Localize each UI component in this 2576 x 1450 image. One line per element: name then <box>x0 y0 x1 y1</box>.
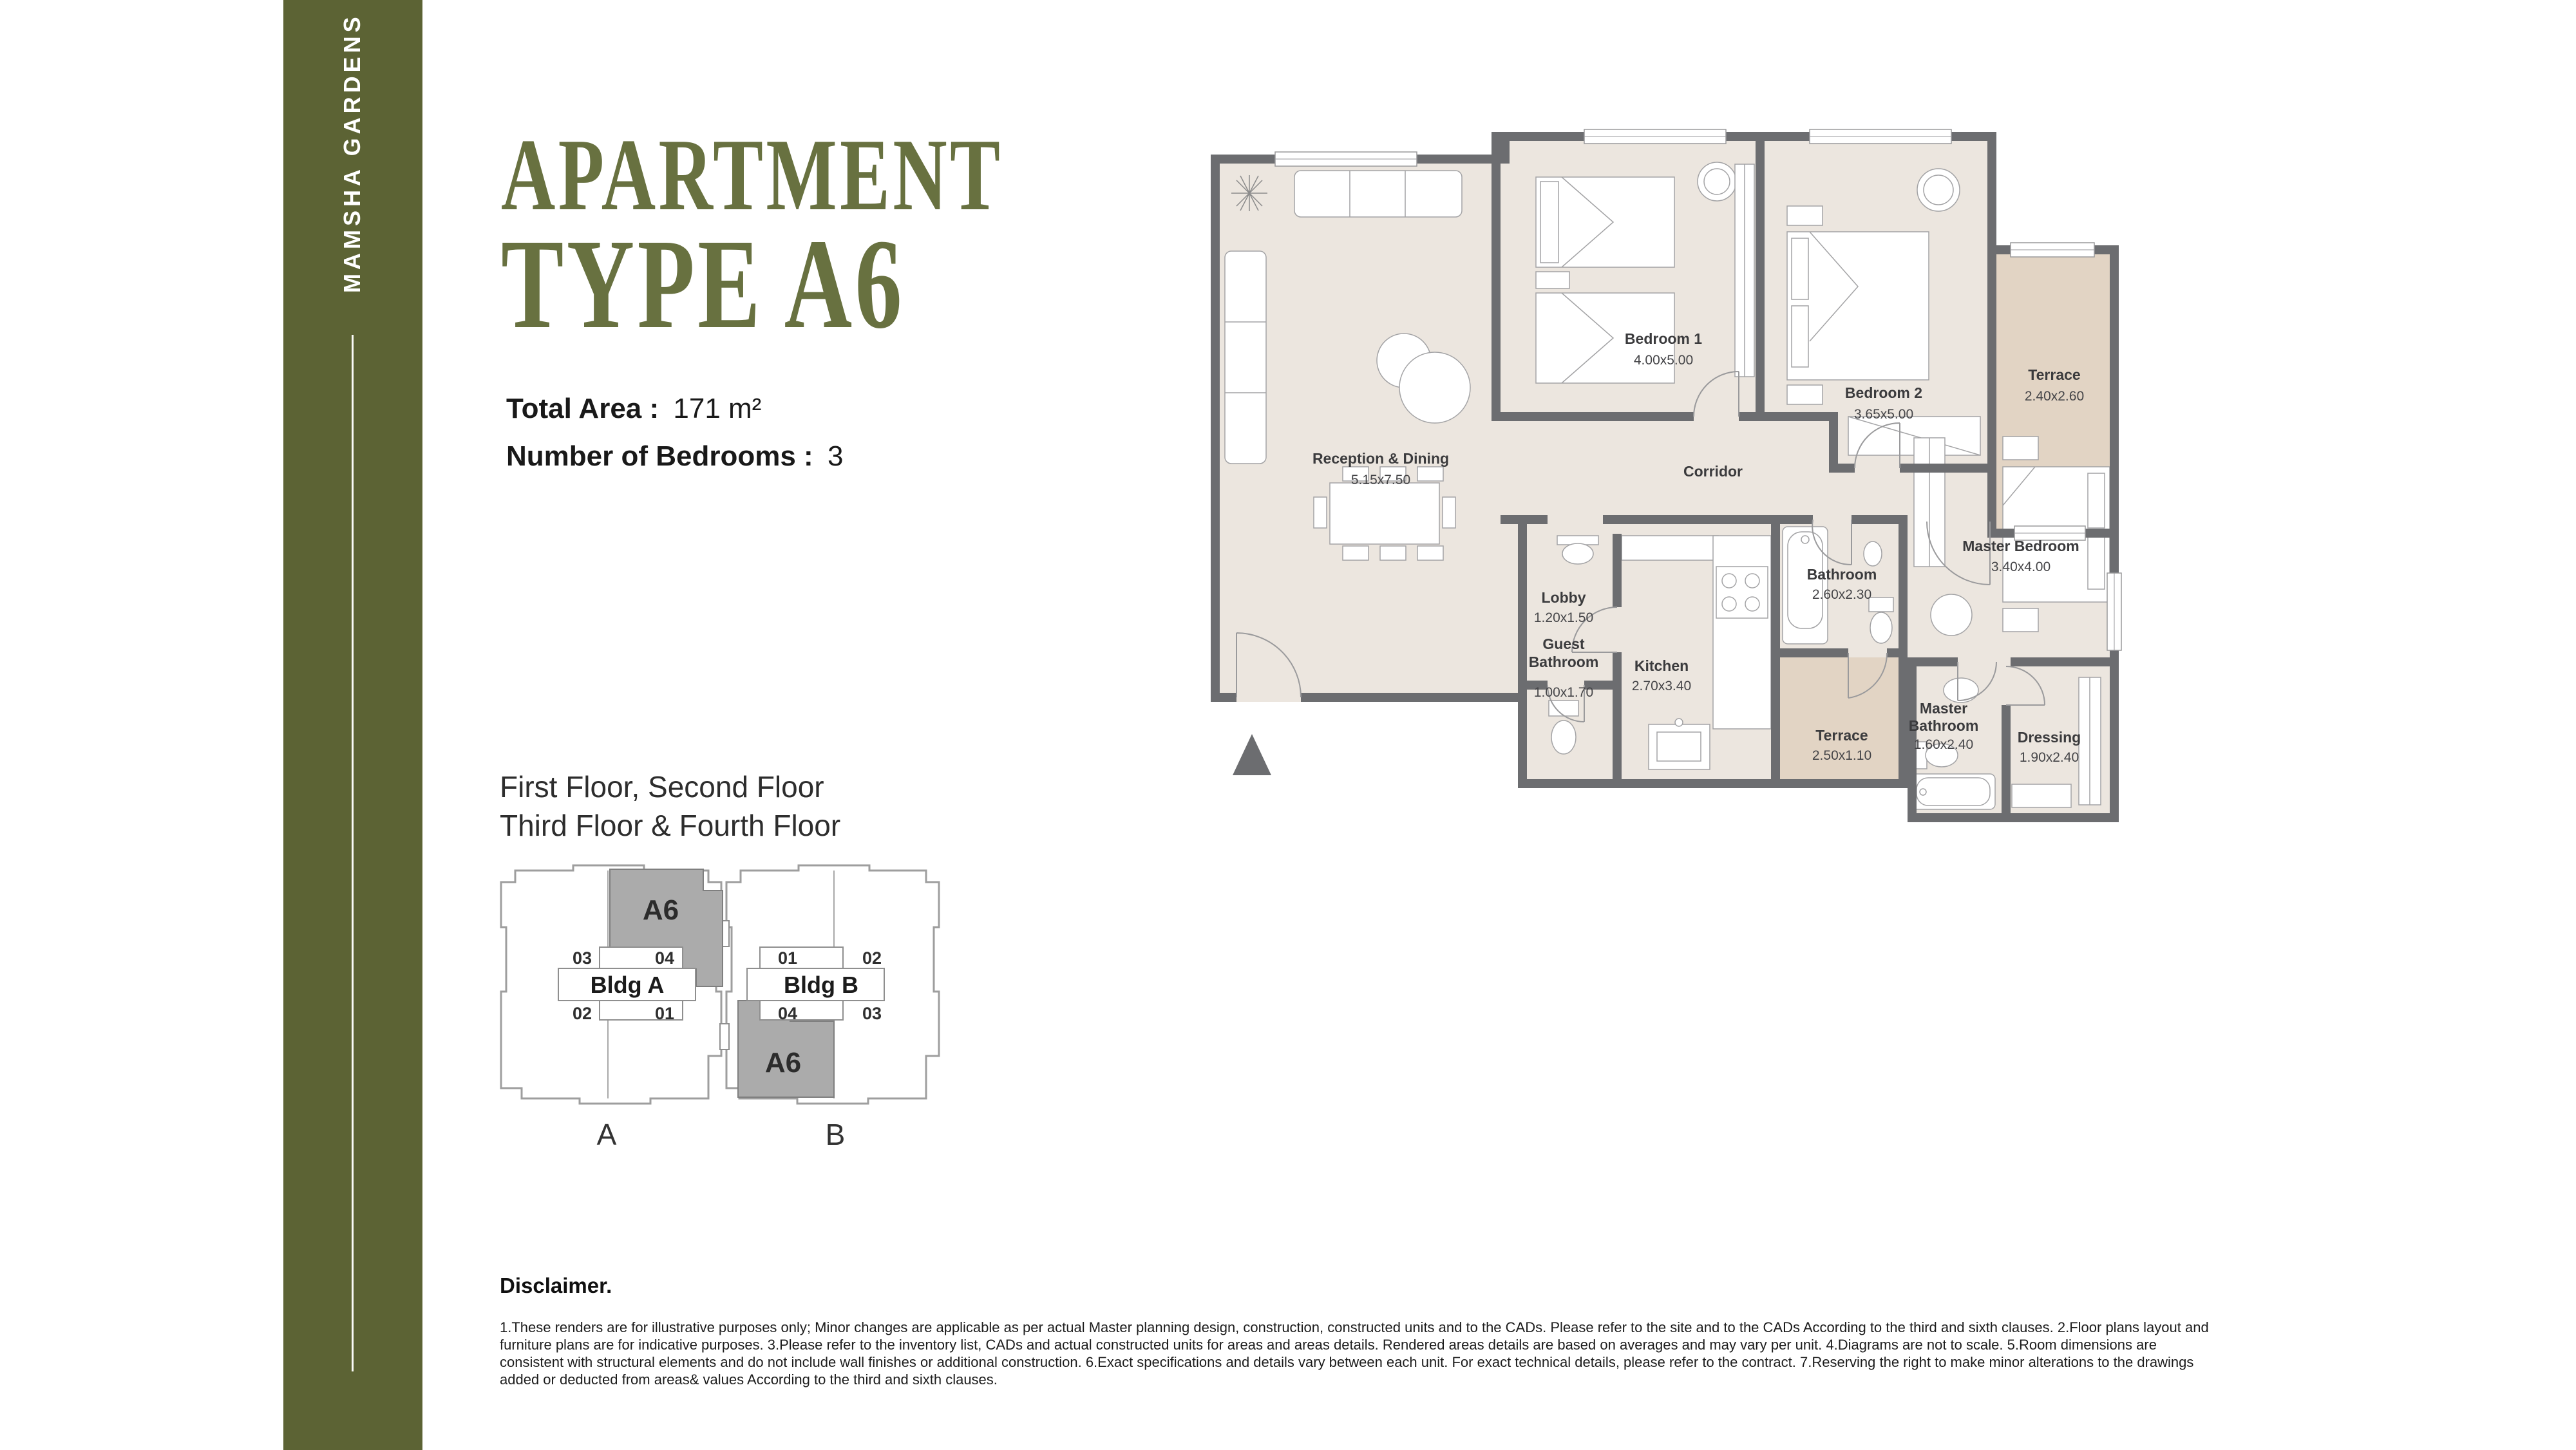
corridor-label: Corridor <box>1683 463 1743 480</box>
terrace-lower-label: Terrace <box>1815 727 1868 744</box>
kitchen-label: Kitchen <box>1634 657 1689 674</box>
guest-bathroom-label-2: Bathroom <box>1528 654 1599 670</box>
disclaimer-body: 1.These renders are for illustrative purposes only; Minor changes are applicable as per actual Master planning design, construction, constructed units and to the CADs. Please refer to the site and to the CADs According to the third and sixth clauses. 2.Floor plans layout and furniture plans are for indicative purposes. 3.Please refer to the inventory list, CADs and actual constructed units for areas and areas details. Rendered areas details are based on averages and may vary per unit. 4.Diagrams are not to scale. 5.Room dimensions are consistent with structural elements and do not include wall finishes or additional construction. 6.Exact specifications and details vary between each unit. For exact technical details, please refer to the contract. 7.Reserving the right to make minor alterations to the drawings added or deducted from areas& values According to the third and sixth clauses. <box>500 1319 2209 1388</box>
sidebar <box>283 0 422 1450</box>
guest-bathroom-dims: 1.00x1.70 <box>1533 685 1594 700</box>
total-area-row <box>506 393 843 425</box>
floors-line-1: First Floor, Second Floor <box>500 770 824 804</box>
entry-arrow <box>1233 734 1271 775</box>
bldg-b-unit-02: 02 <box>862 948 882 968</box>
sidebar-divider-line <box>352 335 354 1371</box>
bedroom1-dims: 4.00x5.00 <box>1633 353 1694 368</box>
bldg-b-footer: B <box>825 1118 846 1151</box>
dressing-label: Dressing <box>2017 729 2081 746</box>
kitchen-dims: 2.70x3.40 <box>1631 679 1692 693</box>
connector-stub-bottom <box>720 1024 729 1050</box>
bldg-a-unit-02: 02 <box>572 1004 592 1023</box>
terrace-upper-label: Terrace <box>2028 366 2081 383</box>
reception-dims: 5.15x7.50 <box>1350 473 1411 487</box>
master-bedroom-dims: 3.40x4.00 <box>1991 560 2051 574</box>
disclaimer-section <box>500 1274 2213 1388</box>
dressing-dims: 1.90x2.40 <box>2019 750 2079 765</box>
master-bathroom-label-2: Bathroom <box>1908 717 1979 734</box>
bldg-b-unit-04: 04 <box>777 1004 798 1023</box>
reception-label: Reception & Dining <box>1312 450 1450 467</box>
total-area-label: Total Area : <box>506 393 659 424</box>
master-bedroom-label: Master Bedroom <box>1962 538 2079 554</box>
bathroom-dims: 2.60x2.30 <box>1812 587 1872 602</box>
title-line-2: TYPE A6 <box>501 213 905 355</box>
master-bathroom-label-1: Master <box>1919 700 1968 717</box>
floors-line-2: Third Floor & Fourth Floor <box>500 809 841 842</box>
bldg-b-unit-01: 01 <box>777 948 798 968</box>
terrace-upper-dims: 2.40x2.60 <box>2024 389 2085 404</box>
bedroom1-label: Bedroom 1 <box>1624 330 1703 347</box>
bldg-a-a6-label: A6 <box>642 894 679 926</box>
bldg-b-a6-label: A6 <box>764 1047 802 1078</box>
apartment-floor-plan <box>1198 103 2132 831</box>
building-key-plan <box>496 843 947 1153</box>
brand-vertical-text: MAMSHA GARDENS <box>339 13 365 293</box>
lobby-dims: 1.20x1.50 <box>1533 610 1594 625</box>
title-line-1: APARTMENT <box>501 117 1003 232</box>
plant-icon <box>1231 175 1267 211</box>
lobby-label: Lobby <box>1541 589 1586 606</box>
bedroom2-label: Bedroom 2 <box>1844 384 1923 401</box>
bldg-a-footer: A <box>596 1118 617 1151</box>
bedrooms-label: Number of Bedrooms : <box>506 440 813 472</box>
floors-text <box>500 767 840 845</box>
page-title <box>501 117 1003 355</box>
bldg-b-name: Bldg B <box>784 972 858 998</box>
unit-stats <box>506 393 843 488</box>
bldg-a-unit-03: 03 <box>572 948 592 968</box>
bldg-a-name: Bldg A <box>590 972 665 998</box>
bedroom2-dims: 3.65x5.00 <box>1853 407 1914 422</box>
terrace-lower-dims: 2.50x1.10 <box>1812 748 1872 763</box>
bathroom-label: Bathroom <box>1806 566 1877 583</box>
total-area-value: 171 m² <box>673 393 762 424</box>
bldg-a-unit-01: 01 <box>654 1004 675 1023</box>
bldg-a-unit-04: 04 <box>654 948 675 968</box>
bedrooms-row <box>506 440 843 473</box>
master-bathroom-dims: 1.60x2.40 <box>1913 737 1974 752</box>
bldg-b-unit-03: 03 <box>862 1004 882 1023</box>
disclaimer-title: Disclaimer. <box>500 1274 612 1297</box>
bedrooms-value: 3 <box>827 440 844 472</box>
guest-bathroom-label-1: Guest <box>1542 636 1585 652</box>
